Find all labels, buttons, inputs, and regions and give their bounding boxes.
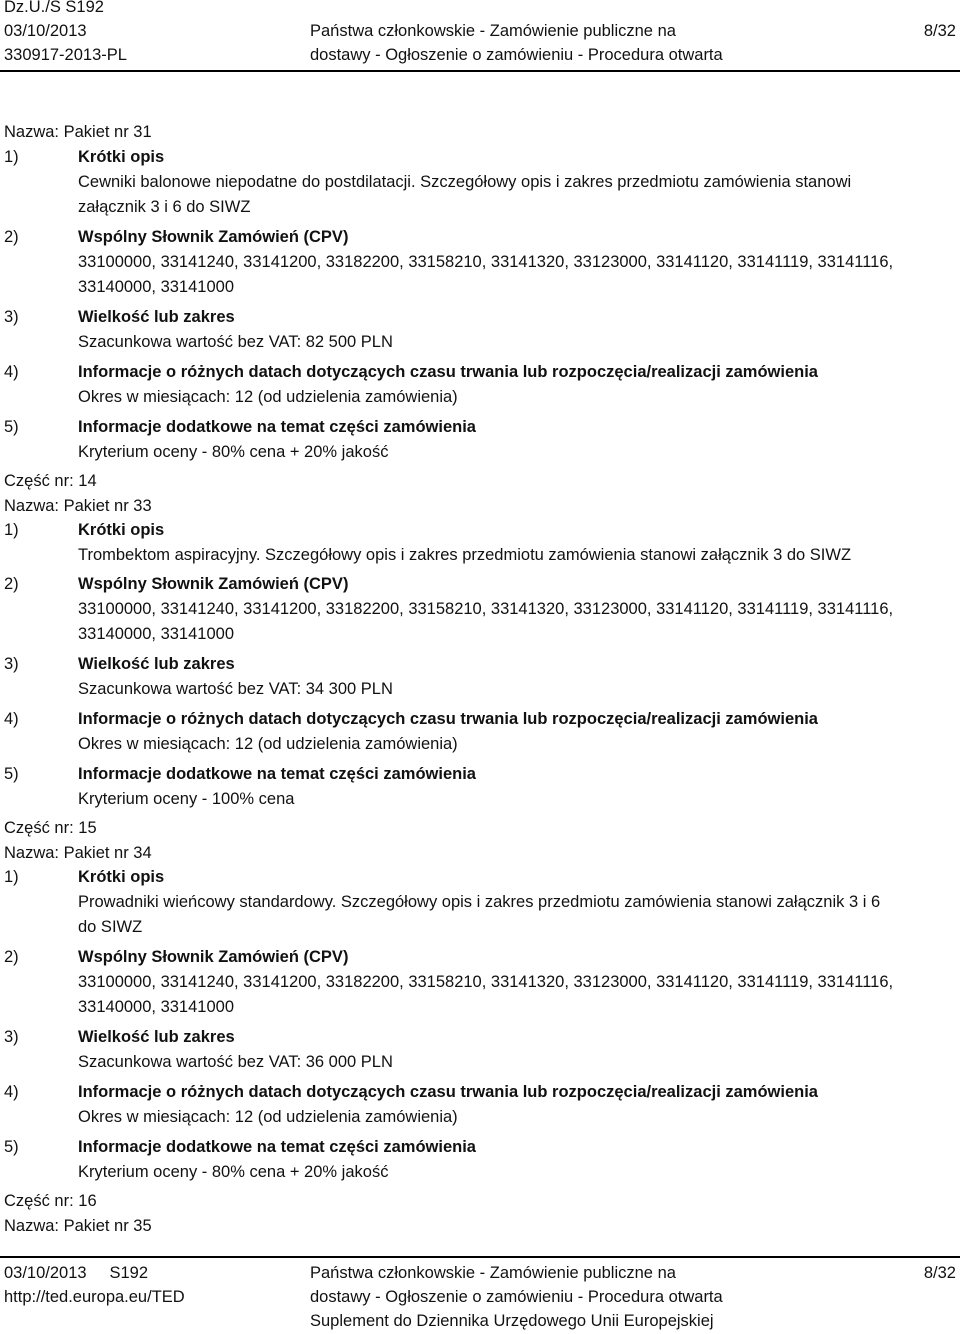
journal-ref: Dz.U./S S192 xyxy=(4,0,104,16)
cpv-codes: 33100000, 33141240, 33141200, 33182200, 33158210, 33141320, 33123000, 33141120, 33141119, 33141116, xyxy=(78,600,894,618)
section-dates: 4) Informacje o różnych datach dotyczących czasu trwania lub rozpoczęcia/realizacji zamówienia xyxy=(4,363,818,381)
estimated-value: Szacunkowa wartość bez VAT: 82 500 PLN xyxy=(78,333,393,351)
section-dates: 4) Informacje o różnych datach dotyczących czasu trwania lub rozpoczęcia/realizacji zamówienia xyxy=(4,710,818,728)
estimated-value: Szacunkowa wartość bez VAT: 34 300 PLN xyxy=(78,680,393,698)
cpv-codes: 33140000, 33141000 xyxy=(78,625,234,643)
header-page-number: 8/32 xyxy=(923,22,956,40)
header-rule xyxy=(0,70,960,72)
description-text: załącznik 3 i 6 do SIWZ xyxy=(78,198,251,216)
section-additional-info: 5) Informacje dodatkowe na temat części zamówienia xyxy=(4,418,476,436)
footer-url: http://ted.europa.eu/TED xyxy=(4,1288,185,1306)
duration: Okres w miesiącach: 12 (od udzielenia zamówienia) xyxy=(78,388,458,406)
part-number: Część nr: 16 xyxy=(4,1192,97,1210)
part-number: Część nr: 14 xyxy=(4,472,97,490)
award-criteria: Kryterium oceny - 80% cena + 20% jakość xyxy=(78,443,389,461)
notice-number: 330917-2013-PL xyxy=(4,46,127,64)
duration: Okres w miesiącach: 12 (od udzielenia zamówienia) xyxy=(78,1108,458,1126)
section-additional-info: 5) Informacje dodatkowe na temat części zamówienia xyxy=(4,1138,476,1156)
part-name: Nazwa: Pakiet nr 31 xyxy=(4,123,152,141)
description-text: Trombektom aspiracyjny. Szczegółowy opis i zakres przedmiotu zamówienia stanowi załącznik 3 do SIWZ xyxy=(78,546,852,564)
section-additional-info: 5) Informacje dodatkowe na temat części zamówienia xyxy=(4,765,476,783)
page-footer xyxy=(0,1264,960,1334)
cpv-codes: 33140000, 33141000 xyxy=(78,278,234,296)
cpv-codes: 33100000, 33141240, 33141200, 33182200, 33158210, 33141320, 33123000, 33141120, 33141119, 33141116, xyxy=(78,973,894,991)
section-cpv: 2) Wspólny Słownik Zamówień (CPV) xyxy=(4,948,349,966)
section-short-description: 1) Krótki opis xyxy=(4,521,165,539)
description-text: do SIWZ xyxy=(78,918,143,936)
header-title-line2: dostawy - Ogłoszenie o zamówieniu - Procedura otwarta xyxy=(310,46,723,64)
footer-title-line2: dostawy - Ogłoszenie o zamówieniu - Procedura otwarta xyxy=(310,1288,723,1306)
section-short-description: 1) Krótki opis xyxy=(4,148,165,166)
footer-rule xyxy=(0,1256,960,1258)
award-criteria: Kryterium oceny - 100% cena xyxy=(78,790,295,808)
section-quantity: 3) Wielkość lub zakres xyxy=(4,655,235,673)
section-dates: 4) Informacje o różnych datach dotyczących czasu trwania lub rozpoczęcia/realizacji zamówienia xyxy=(4,1083,818,1101)
footer-title-line1: Państwa członkowskie - Zamówienie publiczne na xyxy=(310,1264,676,1282)
footer-date-issue: 03/10/2013 S192 xyxy=(4,1264,149,1282)
description-text: Prowadniki wieńcowy standardowy. Szczegółowy opis i zakres przedmiotu zamówienia stanowi załącznik 3 i 6 xyxy=(78,893,881,911)
estimated-value: Szacunkowa wartość bez VAT: 36 000 PLN xyxy=(78,1053,393,1071)
section-short-description: 1) Krótki opis xyxy=(4,868,165,886)
footer-title-line3: Suplement do Dziennika Urzędowego Unii Europejskiej xyxy=(310,1312,714,1330)
section-cpv: 2) Wspólny Słownik Zamówień (CPV) xyxy=(4,575,349,593)
duration: Okres w miesiącach: 12 (od udzielenia zamówienia) xyxy=(78,735,458,753)
cpv-codes: 33140000, 33141000 xyxy=(78,998,234,1016)
header-title-line1: Państwa członkowskie - Zamówienie publiczne na xyxy=(310,22,676,40)
section-cpv: 2) Wspólny Słownik Zamówień (CPV) xyxy=(4,228,349,246)
part-name: Nazwa: Pakiet nr 33 xyxy=(4,497,152,515)
award-criteria: Kryterium oceny - 80% cena + 20% jakość xyxy=(78,1163,389,1181)
part-name: Nazwa: Pakiet nr 35 xyxy=(4,1217,152,1235)
header-date: 03/10/2013 xyxy=(4,22,87,40)
footer-page-number: 8/32 xyxy=(923,1264,956,1282)
section-quantity: 3) Wielkość lub zakres xyxy=(4,308,235,326)
part-name: Nazwa: Pakiet nr 34 xyxy=(4,844,152,862)
description-text: Cewniki balonowe niepodatne do postdilatacji. Szczegółowy opis i zakres przedmiotu zamówienia stanowi xyxy=(78,173,852,191)
cpv-codes: 33100000, 33141240, 33141200, 33182200, 33158210, 33141320, 33123000, 33141120, 33141119, 33141116, xyxy=(78,253,894,271)
part-number: Część nr: 15 xyxy=(4,819,97,837)
page-header xyxy=(0,0,960,70)
section-quantity: 3) Wielkość lub zakres xyxy=(4,1028,235,1046)
